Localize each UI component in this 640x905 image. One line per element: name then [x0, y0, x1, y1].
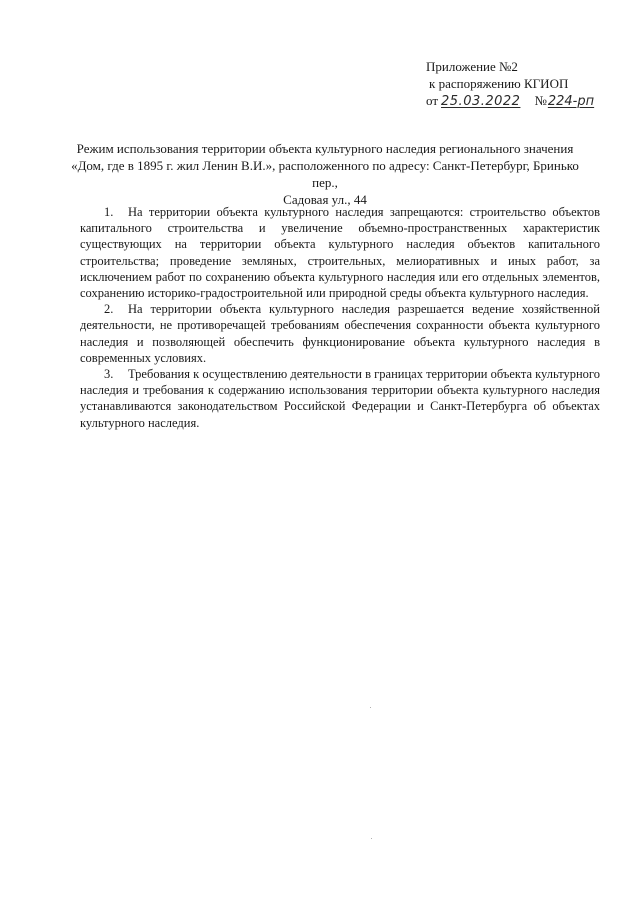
appendix-header: [426, 58, 594, 110]
handwritten-order-number: 224-рп: [547, 94, 595, 109]
title-line-2: «Дом, где в 1895 г. жил Ленин В.И.», расположенного по адресу: Санкт-Петербург, Бринько пер.,: [71, 158, 579, 190]
paragraph-number: 2.: [104, 302, 114, 317]
paragraph-number: 3.: [104, 367, 114, 382]
title-line-3: Садовая ул., 44: [283, 192, 367, 207]
paragraph-text: Требования к осуществлению деятельности в границах территории объекта культурного наследия и требования к содержанию использования территории объекта культурного наследия устанавливаются законодательством Российской Федерации и Санкт-Петербурга об объектах культурного наследия.: [80, 367, 600, 430]
paragraph-2: [80, 301, 600, 366]
appendix-order-ref: к распоряжению КГИОП: [429, 76, 569, 91]
document-body: [80, 204, 600, 431]
paragraph-3: [80, 366, 600, 431]
paragraph-text: На территории объекта культурного наследия разрешается ведение хозяйственной деятельности, не противоречащей требованиям обеспечения сохранности объекта культурного наследия и позволяющей обеспечить функционирование объекта культурного наследия в современных условиях.: [80, 302, 600, 365]
scan-speck: [370, 707, 371, 708]
appendix-label: Приложение №2: [426, 59, 518, 74]
handwritten-date: 25.03.2022: [441, 94, 521, 109]
paragraph-number: 1.: [104, 205, 114, 219]
number-prefix: №: [534, 93, 547, 108]
appendix-date-number-line: [426, 92, 594, 110]
title-line-1: Режим использования территории объекта культурного наследия регионального значения: [76, 141, 574, 156]
date-prefix: от: [426, 93, 439, 108]
scan-speck: [371, 838, 372, 839]
paragraph-text: На территории объекта культурного наследия запрещаются: строительство объектов капитального строительства и увеличение объемно-пространственных характеристик существующих на территории объекта культурного наследия объектов капитального строительства; проведение земляных, строительных, мелиоративных и иных работ, за исключением работ по сохранению объекта культурного наследия или его отдельных элементов, сохранению историко-градостроительной или природной среды объекта культурного наследия.: [80, 205, 600, 301]
document-title: [60, 140, 590, 208]
paragraph-1: [80, 204, 600, 301]
